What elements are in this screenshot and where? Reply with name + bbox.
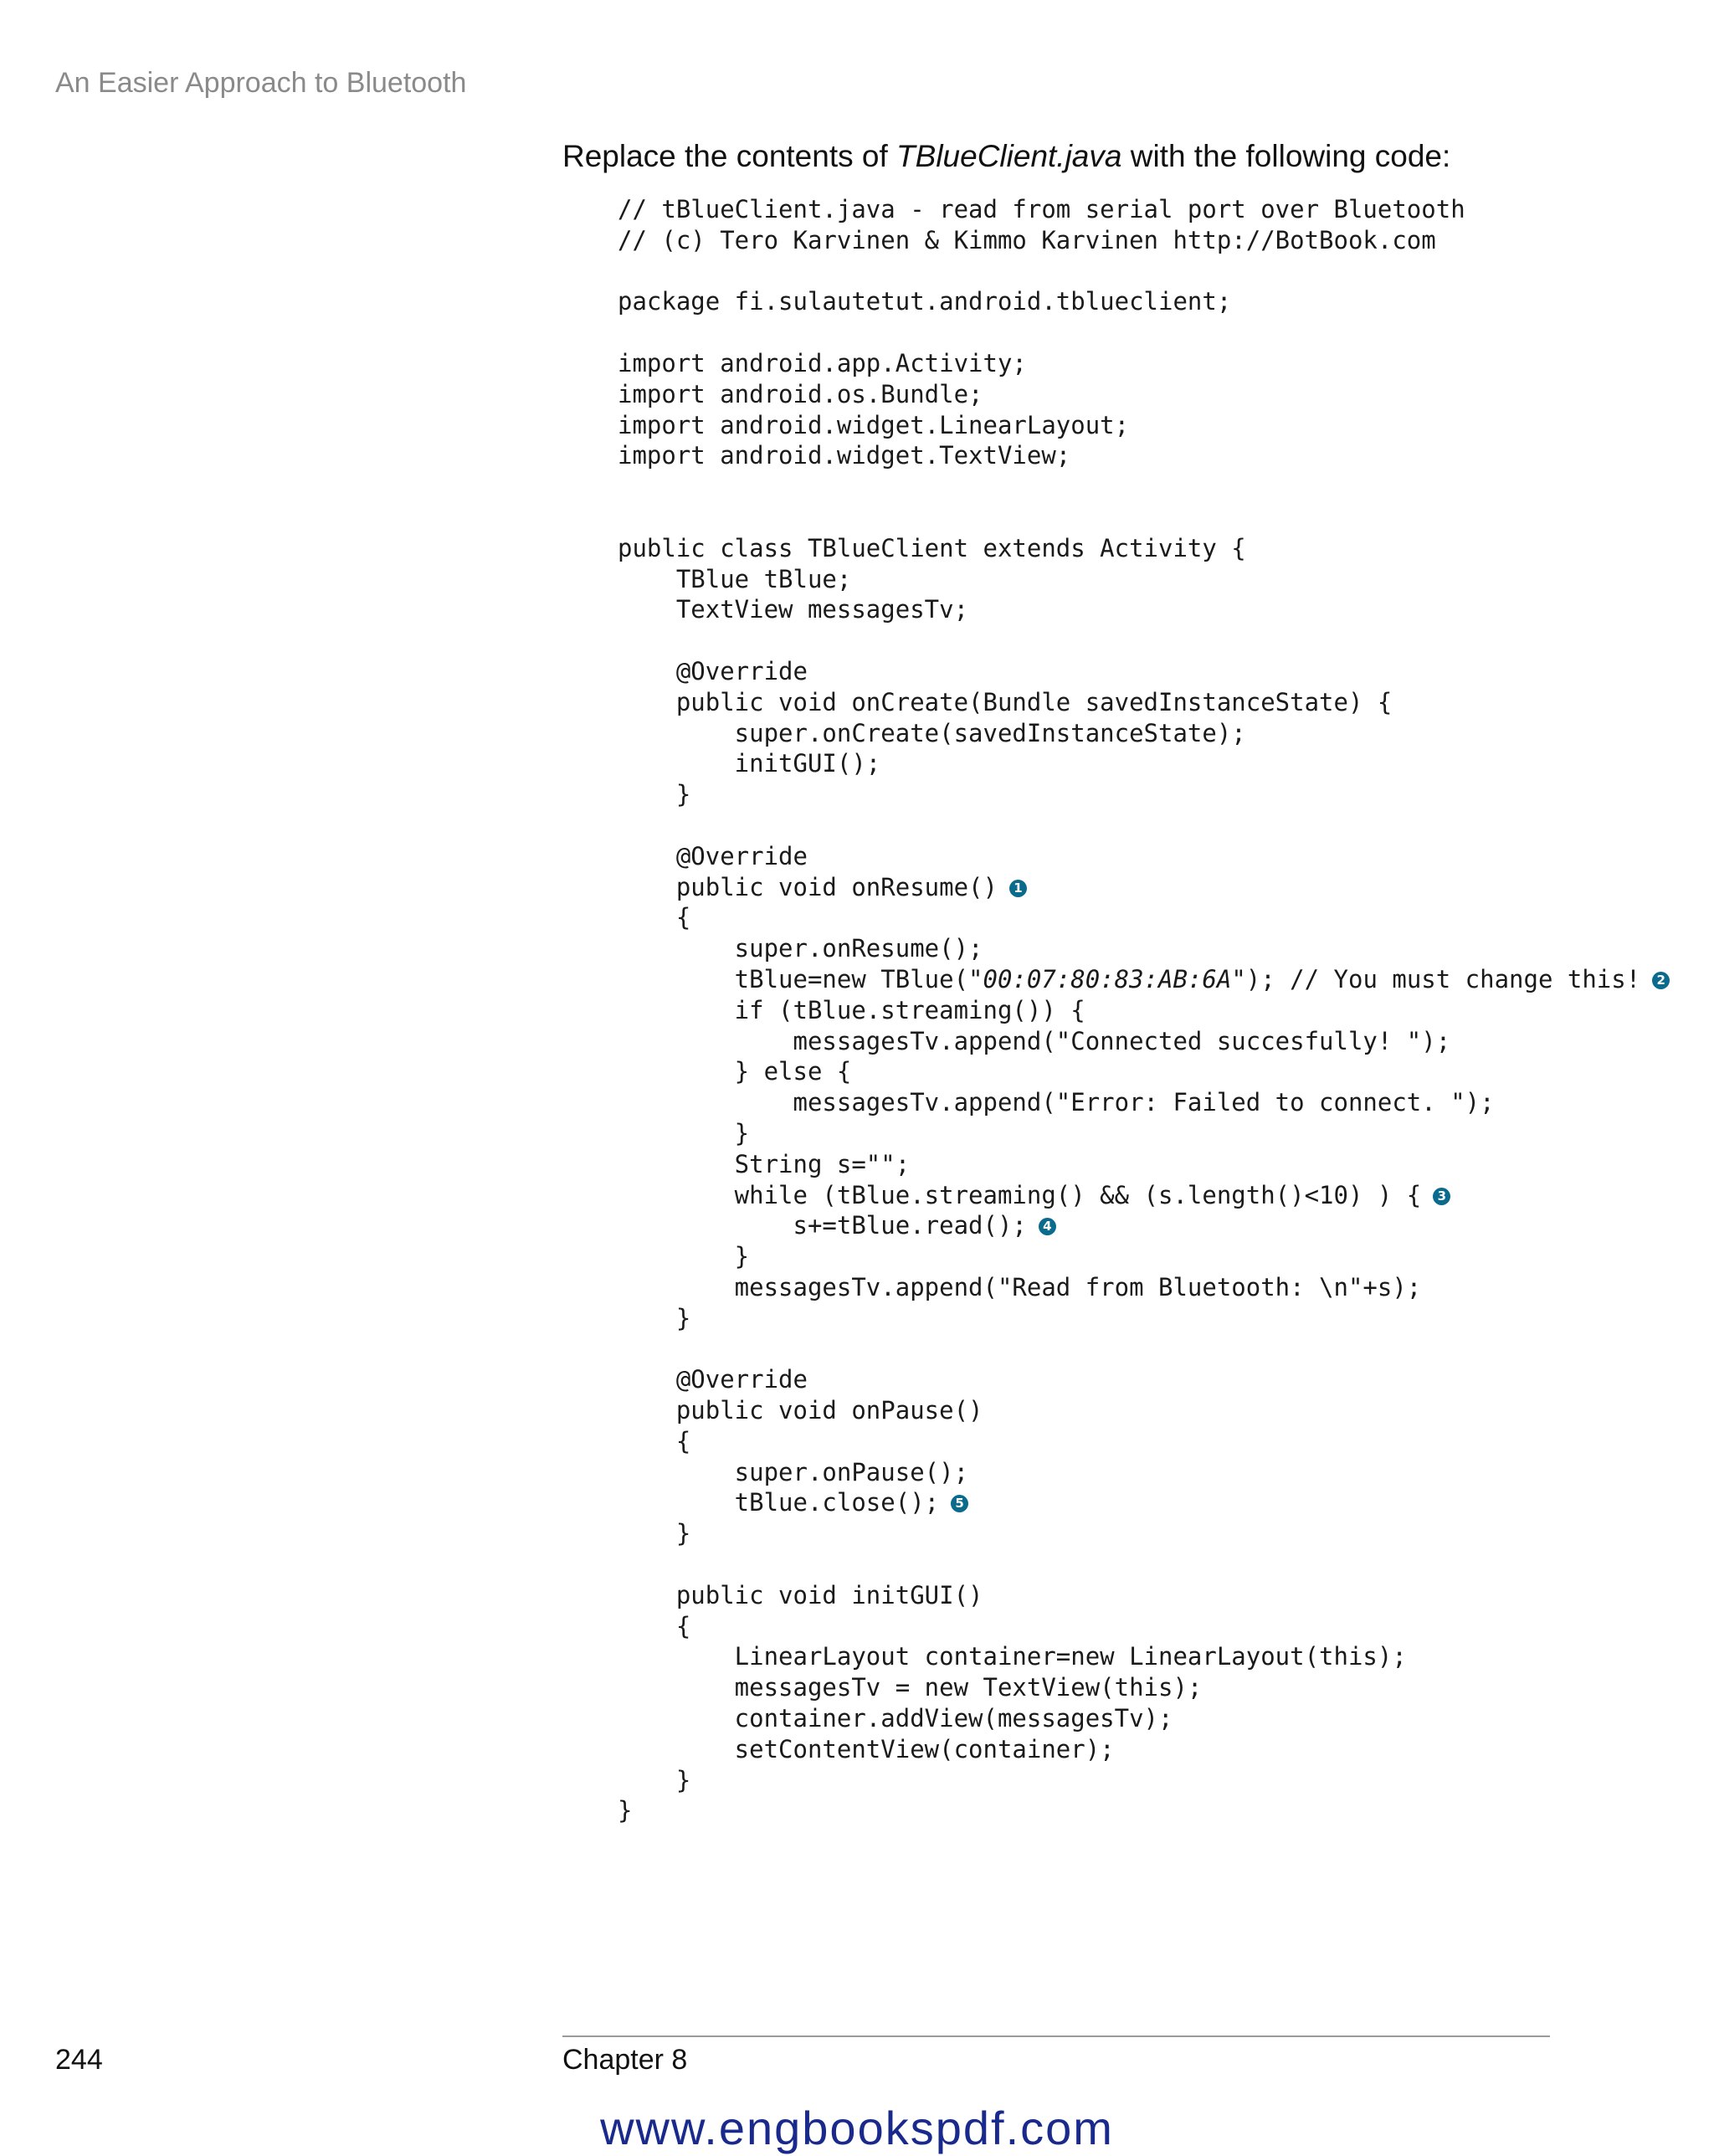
intro-text-before: Replace the contents of	[562, 139, 897, 173]
intro-filename: TBlueClient.java	[896, 139, 1122, 173]
running-head: An Easier Approach to Bluetooth	[55, 67, 467, 99]
code-line: public void onPause()	[618, 1396, 983, 1425]
code-line: {	[618, 1611, 691, 1640]
code-blank-line	[618, 471, 1670, 502]
callout-2-badge: 2	[1652, 972, 1670, 989]
code-line: }	[618, 1765, 691, 1794]
footer-divider	[562, 2035, 1550, 2037]
code-line: }	[618, 1242, 750, 1271]
callout-4-badge: 4	[1039, 1218, 1056, 1235]
code-blank-line	[618, 625, 1670, 656]
callout-1-badge: 1	[1009, 880, 1027, 897]
code-line: super.onCreate(savedInstanceState);	[618, 718, 1246, 747]
code-blank-line	[618, 1333, 1670, 1364]
intro-text-after: with the following code:	[1121, 139, 1451, 173]
code-line: @Override	[618, 1365, 808, 1394]
code-line: }	[618, 1303, 691, 1332]
code-line: public class TBlueClient extends Activity {	[618, 533, 1246, 562]
page-number: 244	[55, 2044, 103, 2076]
code-line: public void onCreate(Bundle savedInstanceState) {	[618, 687, 1393, 716]
code-line: super.onPause();	[618, 1457, 969, 1486]
code-text: s+=tBlue.read();	[618, 1211, 1027, 1240]
code-blank-line	[618, 256, 1670, 287]
code-text: while (tBlue.streaming() && (s.length()<10) ) {	[618, 1180, 1422, 1209]
code-line-with-callout	[618, 1210, 1670, 1241]
code-line: }	[618, 1796, 633, 1825]
bluetooth-mac-address: 00:07:80:83:AB:6A	[983, 964, 1232, 993]
code-line: import android.widget.TextView;	[618, 441, 1071, 470]
code-line: LinearLayout container=new LinearLayout(this);	[618, 1642, 1407, 1671]
code-line: {	[618, 903, 691, 932]
code-blank-line	[618, 1549, 1670, 1580]
code-line-with-callout	[618, 872, 1670, 903]
code-line: TextView messagesTv;	[618, 595, 969, 624]
code-line: {	[618, 1426, 691, 1455]
code-line: String s="";	[618, 1149, 911, 1178]
code-line: // tBlueClient.java - read from serial port over Bluetooth	[618, 195, 1465, 223]
code-blank-line	[618, 810, 1670, 841]
code-line: messagesTv = new TextView(this);	[618, 1673, 1203, 1702]
code-line: TBlue tBlue;	[618, 564, 852, 593]
callout-5-badge: 5	[951, 1495, 968, 1512]
code-line: // (c) Tero Karvinen & Kimmo Karvinen http://BotBook.com	[618, 225, 1436, 254]
code-line: public void initGUI()	[618, 1580, 983, 1609]
code-line-with-callout	[618, 1180, 1670, 1211]
code-text: tBlue=new TBlue("	[618, 964, 983, 993]
code-line-with-callout	[618, 1487, 1670, 1518]
callout-3-badge: 3	[1433, 1188, 1450, 1205]
code-text: public void onResume()	[618, 872, 998, 901]
code-line: }	[618, 1118, 750, 1147]
code-line: setContentView(container);	[618, 1734, 1115, 1763]
code-line: container.addView(messagesTv);	[618, 1704, 1173, 1733]
code-line: import android.widget.LinearLayout;	[618, 410, 1130, 439]
code-text: tBlue.close();	[618, 1488, 940, 1517]
code-blank-line	[618, 502, 1670, 533]
code-line-with-callout	[618, 964, 1670, 995]
code-line: initGUI();	[618, 749, 881, 778]
code-line: }	[618, 1519, 691, 1548]
code-line: messagesTv.append("Connected succesfully! ");	[618, 1026, 1451, 1055]
code-line: @Override	[618, 841, 808, 870]
code-line: messagesTv.append("Error: Failed to connect. ");	[618, 1088, 1495, 1117]
code-listing	[618, 194, 1670, 1826]
code-line: } else {	[618, 1057, 852, 1086]
code-line: import android.app.Activity;	[618, 348, 1027, 377]
code-line: package fi.sulautetut.android.tblueclient;	[618, 287, 1232, 316]
code-blank-line	[618, 317, 1670, 348]
code-line: import android.os.Bundle;	[618, 379, 983, 408]
code-text: "); // You must change this!	[1231, 964, 1641, 993]
intro-sentence	[562, 139, 1450, 174]
code-line: messagesTv.append("Read from Bluetooth: \n"+s);	[618, 1272, 1422, 1301]
chapter-label: Chapter 8	[562, 2044, 688, 2076]
code-line: }	[618, 780, 691, 809]
code-line: @Override	[618, 656, 808, 685]
code-line: if (tBlue.streaming()) {	[618, 995, 1085, 1024]
watermark-url: www.engbookspdf.com	[600, 2102, 1114, 2154]
code-line: super.onResume();	[618, 934, 983, 963]
